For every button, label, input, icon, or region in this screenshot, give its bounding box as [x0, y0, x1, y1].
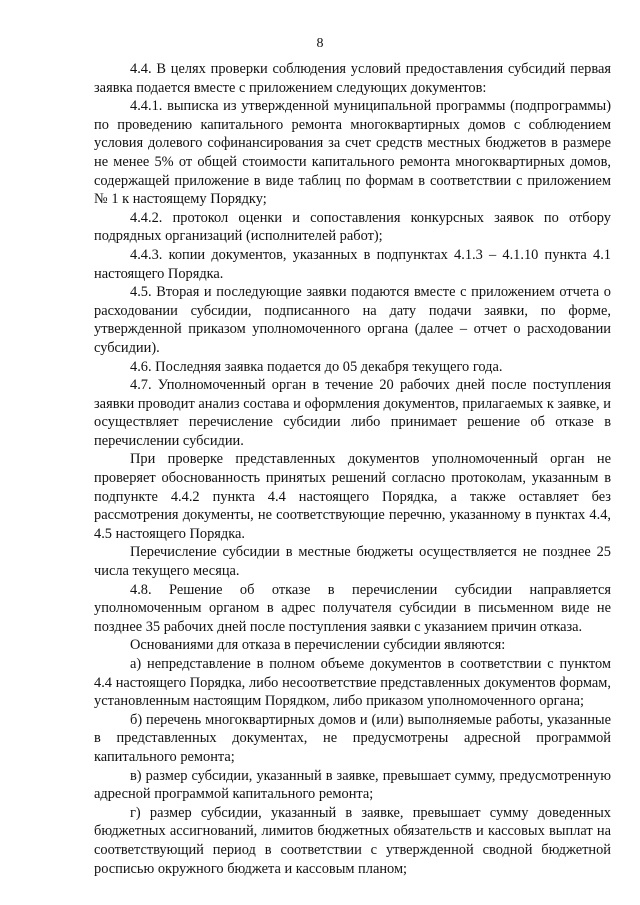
paragraph-refusal-grounds: Основаниями для отказа в перечислении субсидии являются: — [130, 637, 506, 654]
paragraph-4-4-1: 4.4.1. выписка из утвержденной муниципальной программы (подпрограммы) по проведению капитального ремонта многоквартирных домов с соблюдением условия долевого софинансирования за счет средств местных бюджетов в размере не менее 5% от общей стоимости капитального ремонта многоквартирных домов, содержащей приложение в виде таблиц по формам в соответствии с приложением № 1 к настоящему Порядку; — [94, 98, 611, 208]
paragraph-4-6: 4.6. Последняя заявка подается до 05 декабря текущего года. — [130, 358, 503, 375]
paragraph-ground-g: г) размер субсидии, указанный в заявке, превышает сумму доведенных бюджетных ассигнований, лимитов бюджетных обязательств и кассовых выплат на соответствующий период в соответствии с утвержденной сводной бюджетной росписью окружного бюджета и кассовым планом; — [94, 804, 611, 877]
paragraph-4-8: 4.8. Решение об отказе в перечислении субсидии направляется уполномоченным органом в адрес получателя субсидии в письменном виде не позднее 35 рабочих дней после поступления заявки с указанием причин отказа. — [94, 581, 611, 635]
page-number: 8 — [316, 36, 324, 51]
document-body — [94, 60, 611, 878]
paragraph-ground-b: б) перечень многоквартирных домов и (или) выполняемые работы, указанные в представленных документах, не предусмотрены адресной программой капитального ремонта; — [94, 711, 611, 765]
paragraph-4-5: 4.5. Вторая и последующие заявки подаются вместе с приложением отчета о расходовании субсидии, подписанного на дату подачи заявки, по форме, утвержденной приказом уполномоченного органа (далее – отчет о расходовании субсидии). — [94, 284, 611, 356]
paragraph-4-4-3: 4.4.3. копии документов, указанных в подпунктах 4.1.3 – 4.1.10 пункта 4.1 настоящего Порядка. — [94, 246, 611, 282]
paragraph-4-7-transfer: Перечисление субсидии в местные бюджеты осуществляется не позднее 25 числа текущего месяца. — [94, 544, 611, 580]
paragraph-4-4: 4.4. В целях проверки соблюдения условий предоставления субсидий первая заявка подается вместе с приложением следующих документов: — [94, 61, 611, 96]
paragraph-ground-a: а) непредставление в полном объеме документов в соответствии с пунктом 4.4 настоящего Порядка, либо несоответствие представленных документов формам, установленным настоящим Порядком, либо приказом уполномоченного органа; — [94, 656, 611, 710]
paragraph-4-7-check: При проверке представленных документов уполномоченный орган не проверяет обоснованность принятых решений согласно протоколам, указанным в подпункте 4.4.2 пункта 4.4 настоящего Порядка, а также оставляет без рассмотрения документы, не соответствующие перечню, указанному в пунктах 4.4, 4.5 настоящего Порядка. — [94, 451, 611, 542]
paragraph-ground-v: в) размер субсидии, указанный в заявке, превышает сумму, предусмотренную адресной программой капитального ремонта; — [94, 767, 611, 803]
paragraph-4-4-2: 4.4.2. протокол оценки и сопоставления конкурсных заявок по отбору подрядных организаций (исполнителей работ); — [94, 209, 611, 245]
paragraph-4-7: 4.7. Уполномоченный орган в течение 20 рабочих дней после поступления заявки проводит анализ состава и оформления документов, прилагаемых к заявке, и осуществляет перечисление субсидии либо принимает решение об отказе в перечислении субсидии. — [94, 377, 611, 449]
